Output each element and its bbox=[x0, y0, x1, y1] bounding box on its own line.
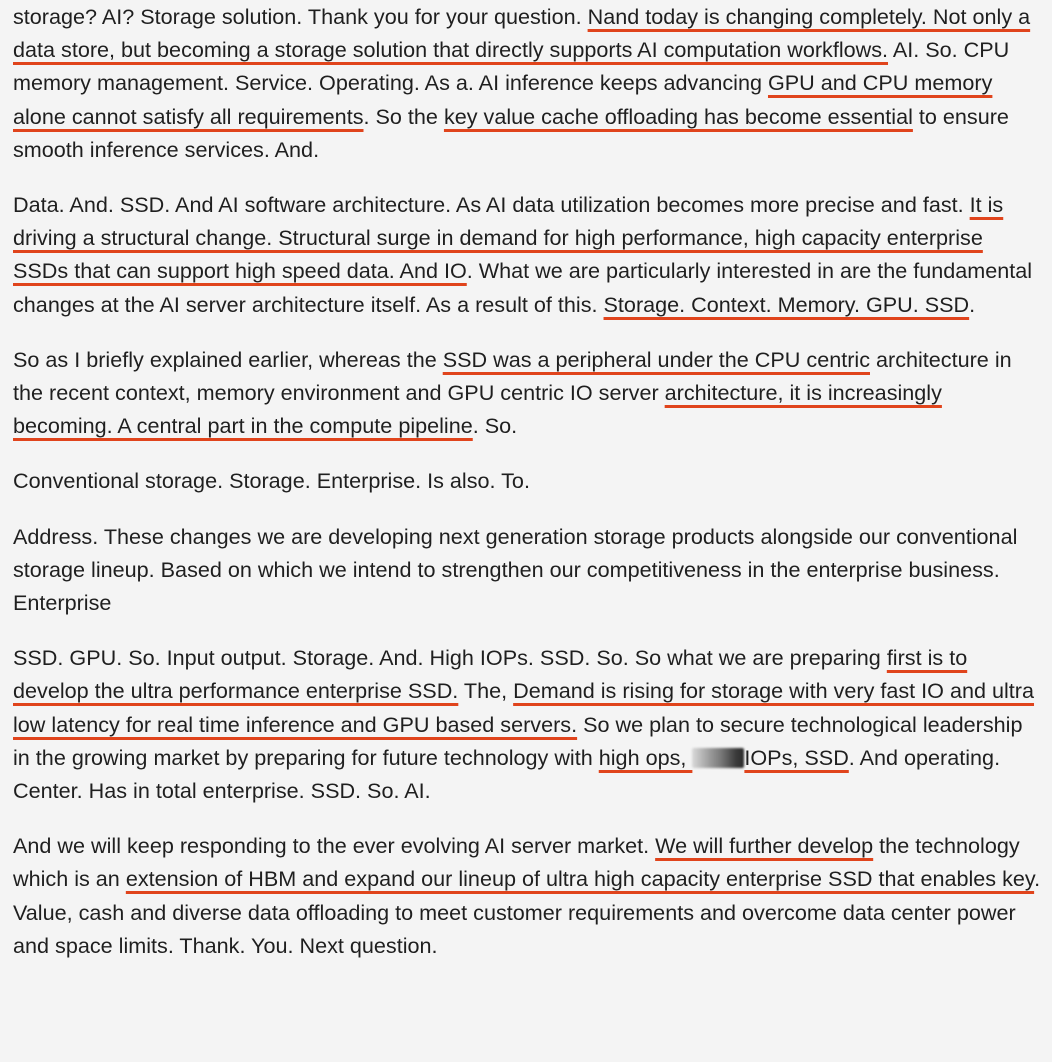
text-segment: . So. bbox=[472, 413, 518, 439]
text-segment: . So the bbox=[363, 103, 444, 129]
highlighted-text: IOPs, SSD bbox=[744, 744, 849, 770]
highlighted-text: architecture, it is increasingly becoming. A central part in the compute pipeline bbox=[13, 380, 942, 439]
text-segment: AI. So. CPU memory management. Service. Operating. As a. AI inference keeps advancing bbox=[13, 37, 1010, 96]
transcript-paragraph bbox=[13, 520, 1041, 620]
transcript-document bbox=[13, 0, 1041, 984]
highlighted-text: We will further develop bbox=[655, 833, 874, 859]
text-segment: storage? AI? Storage solution. Thank you for your question. bbox=[13, 4, 588, 29]
text-segment: . bbox=[969, 291, 976, 317]
text-segment: Address. These changes we are developing next generation storage products alongside our conventional storage lineup. Based on which we intend to strengthen our competitiveness in the enterprise business. Enterprise bbox=[13, 523, 1018, 616]
text-segment: Data. And. SSD. And AI software architecture. As AI data utilization becomes more precise and fast. bbox=[13, 192, 970, 218]
text-segment: to ensure smooth inference services. And. bbox=[13, 103, 1009, 162]
text-segment: So as I briefly explained earlier, whereas the bbox=[13, 346, 443, 372]
text-segment: . And operating. Center. Has in total enterprise. SSD. So. AI. bbox=[13, 744, 1001, 804]
highlighted-text: It is driving a structural change. Structural surge in demand for high performance, high capacity enterprise SSDs that can support high speed data. And IO bbox=[13, 192, 1004, 284]
transcript-paragraph bbox=[13, 343, 1041, 443]
highlighted-text: high ops, bbox=[598, 744, 693, 770]
highlighted-text: Nand today is changing completely. Not only a data store, but becoming a storage solution that directly supports AI computation workflows. bbox=[13, 4, 1031, 63]
text-segment: the technology which is an bbox=[13, 833, 1020, 892]
highlighted-text: first is to develop the ultra performance enterprise SSD. bbox=[13, 645, 968, 704]
transcript-paragraph bbox=[13, 829, 1041, 962]
highlighted-text: SSD was a peripheral under the CPU centric bbox=[442, 346, 870, 372]
highlighted-text: Storage. Context. Memory. GPU. SSD bbox=[603, 291, 970, 317]
highlighted-text: extension of HBM and expand our lineup of ultra high capacity enterprise SSD that enables key bbox=[125, 866, 1035, 892]
highlighted-text: GPU and CPU memory alone cannot satisfy all requirements bbox=[13, 70, 993, 129]
text-segment: SSD. GPU. So. Input output. Storage. And. High IOPs. SSD. So. So what we are preparing bbox=[13, 645, 887, 671]
highlighted-text: key value cache offloading has become essential bbox=[443, 103, 913, 129]
text-segment: . Value, cash and diverse data offloading to meet customer requirements and overcome data center power and space limits. Thank. You. Next question. bbox=[13, 866, 1041, 958]
highlighted-text: Demand is rising for storage with very fast IO and ultra low latency for real time inference and GPU based servers. bbox=[13, 678, 1035, 737]
transcript-paragraph bbox=[13, 188, 1041, 321]
text-segment: The, bbox=[458, 678, 514, 704]
text-segment: Conventional storage. Storage. Enterprise. Is also. To. bbox=[13, 468, 530, 494]
transcript-paragraph bbox=[13, 464, 1041, 497]
text-segment: architecture in the recent context, memory environment and GPU centric IO server bbox=[13, 346, 1012, 406]
transcript-paragraph bbox=[13, 641, 1041, 807]
transcript-paragraph bbox=[13, 0, 1041, 166]
text-segment: . What we are particularly interested in are the fundamental changes at the AI server architecture itself. As a result of this. bbox=[13, 258, 1033, 317]
redacted-word bbox=[692, 748, 744, 768]
text-segment: So we plan to secure technological leadership in the growing market by preparing for future technology with bbox=[13, 711, 1023, 770]
text-segment: And we will keep responding to the ever evolving AI server market. bbox=[13, 833, 656, 859]
